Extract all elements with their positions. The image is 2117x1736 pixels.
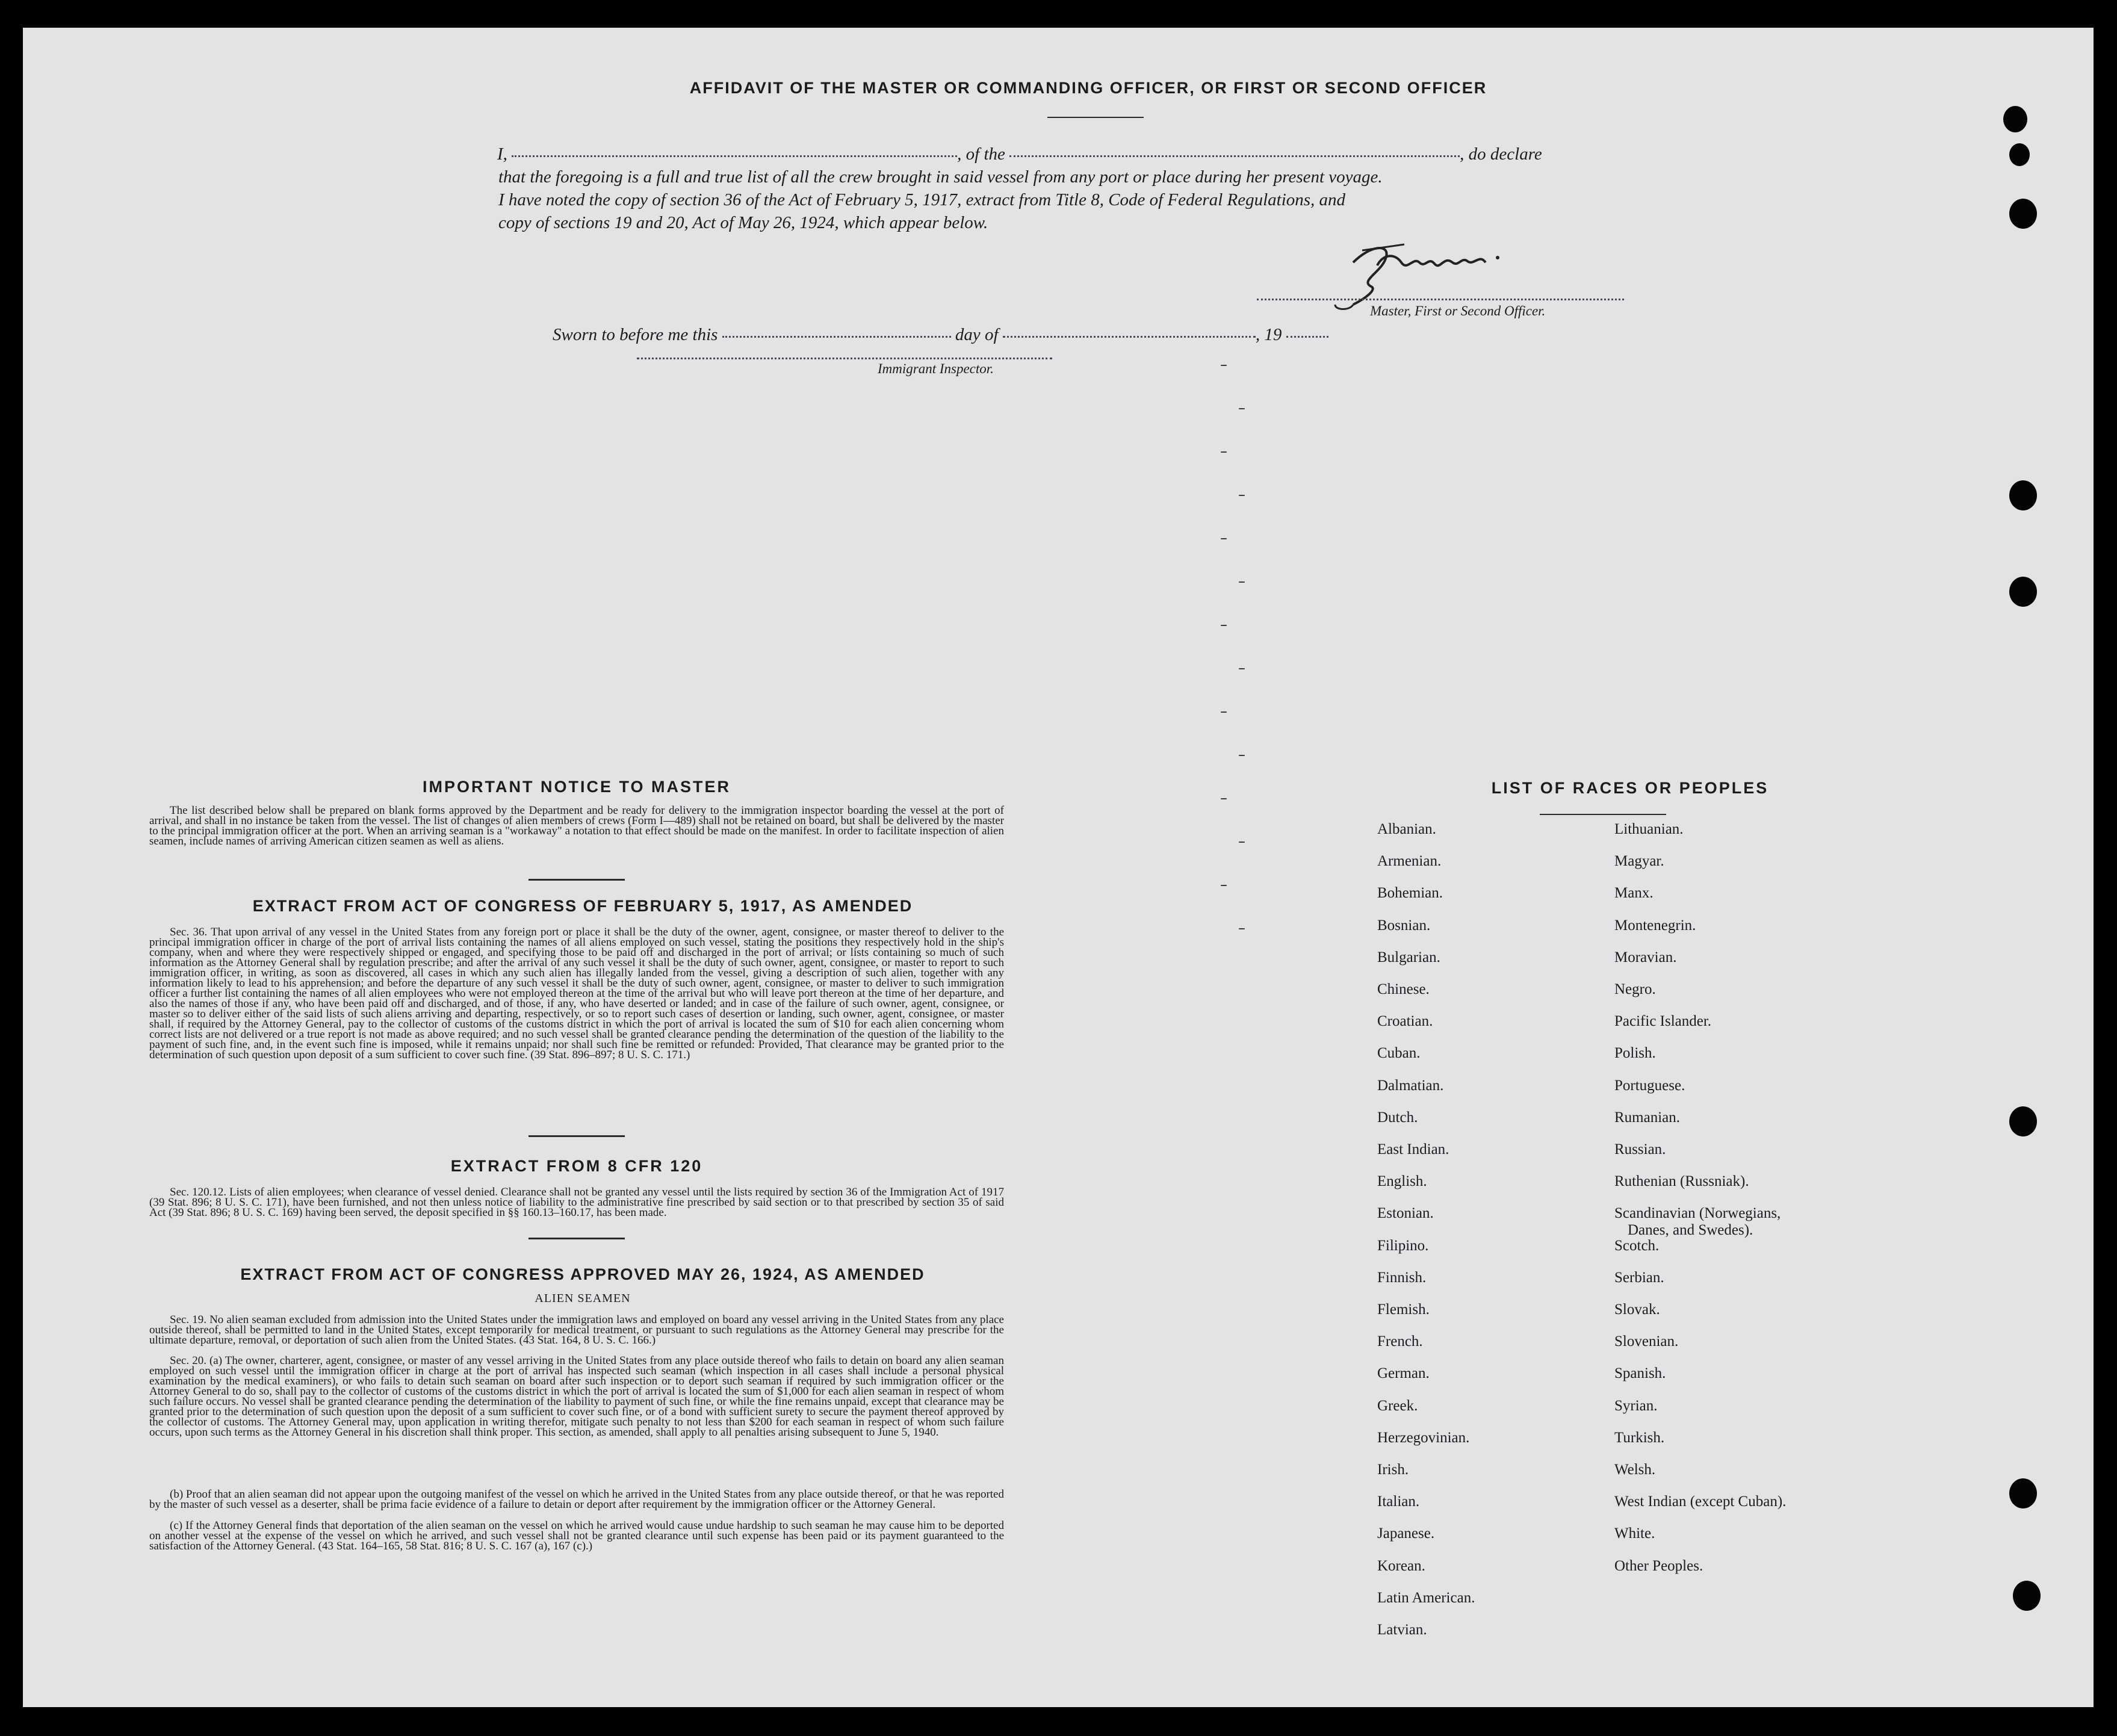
race-item: Croatian. bbox=[1377, 1013, 1433, 1030]
sworn-day-blank[interactable] bbox=[722, 336, 951, 338]
tick-mark bbox=[1221, 711, 1227, 713]
extract-1924-title: EXTRACT FROM ACT OF CONGRESS APPROVED MAY 26, 1924, AS AMENDED bbox=[240, 1265, 925, 1283]
extract-1917-divider bbox=[528, 1135, 625, 1137]
tick-mark bbox=[1239, 408, 1245, 409]
race-item: Korean. bbox=[1377, 1557, 1425, 1574]
punch-hole bbox=[2009, 577, 2037, 607]
extract-1924-sec20a: Sec. 20. (a) The owner, charterer, agent, consignee, or master of any vessel arriving in the United States from any place outside thereof who fails to detain on board any alien seaman employed on such vessel until the immigration officer in charge at the port of arrival has inspected such seaman (which inspection in all cases shall include a personal physical examination by the medical examiners), or who fails to detain such seaman on board after such inspection or to deport such seaman if required by such immigration officer or the Attorney General to do so, shall pay to the collector of customs of the customs district in which the port of arrival is located the sum of $1,000 for each alien seaman in respect of whom such failure occurs. No vessel shall be granted clearance pending the determination of the liability to payment of such fine, or while the fine remains unpaid, except that clearance may be granted prior to the determination of such question upon the deposit of a sum sufficient to cover such fine, or of a bond with sufficient surety to secure the payment thereof approved by the collector of customs. The Attorney General may, upon application in writing therefor, mitigate such penalty to not less than $200 for each seaman in respect of whom such failure occurs, upon such terms as the Attorney General in his discretion shall think proper. This section, as amended, shall apply to all penalties arising subsequent to June 5, 1940. bbox=[149, 1354, 1004, 1439]
notice-body: The list described below shall be prepared on blank forms approved by the Department and be ready for delivery to the immigration inspector boarding the vessel at the port of arrival, and shall in no instance be taken from the vessel. The list of changes of alien members of crews (Form I—489) shall not be retained on board, but shall be delivered by the master to the principal immigration officer at the port. When an arriving seaman is a "workaway" a notation to that effect should be made on the manifest. In order to facilitate inspection of alien seamen, include names of arriving American citizen seamen as well as aliens. bbox=[149, 804, 1004, 848]
race-item: Serbian. bbox=[1614, 1269, 1664, 1286]
affidavit-title: AFFIDAVIT OF THE MASTER OR COMMANDING OFFICER, OR FIRST OR SECOND OFFICER bbox=[689, 79, 1487, 97]
declare-of-the: , of the bbox=[957, 144, 1005, 164]
race-item: Finnish. bbox=[1377, 1269, 1427, 1286]
race-item: Italian. bbox=[1377, 1493, 1420, 1510]
race-item: Greek. bbox=[1377, 1397, 1418, 1414]
race-item: Spanish. bbox=[1614, 1365, 1666, 1382]
race-item: West Indian (except Cuban). bbox=[1614, 1493, 1787, 1510]
race-item: East Indian. bbox=[1377, 1141, 1449, 1158]
declaration-line-2: that the foregoing is a full and true list of all the crew brought in said vessel from any port or place during her present voyage. bbox=[498, 167, 1383, 187]
punch-hole bbox=[2009, 199, 2037, 229]
master-signature-line bbox=[1257, 299, 1624, 300]
sworn-day-of: day of bbox=[955, 325, 999, 344]
declare-do-declare: , do declare bbox=[1460, 144, 1542, 164]
sworn-month-blank[interactable] bbox=[1003, 336, 1256, 338]
race-item: Rumanian. bbox=[1614, 1109, 1681, 1126]
race-item: Slovak. bbox=[1614, 1301, 1660, 1318]
race-item: Danes, and Swedes). bbox=[1628, 1222, 1753, 1239]
race-item: Slovenian. bbox=[1614, 1333, 1679, 1350]
master-caption: Master, First or Second Officer. bbox=[1370, 303, 1546, 318]
punch-hole bbox=[2013, 1581, 2041, 1611]
races-title: LIST OF RACES OR PEOPLES bbox=[1491, 779, 1769, 797]
race-item: Lithuanian. bbox=[1614, 821, 1684, 837]
extract-cfr-body: Sec. 120.12. Lists of alien employees; when clearance of vessel denied. Clearance shall not be granted any vessel until the lists required by section 36 of the Immigration Act of 1917 (39 Stat. 896; 8 U. S. C. 171), have been furnished, and not then unless notice of liability to the administrative fine prescribed by said section or to that prescribed by section 35 of said Act (39 Stat. 896; 8 U. S. C. 169) having been served, the deposit specified in §§ 160.13–160.17, has been made. bbox=[149, 1186, 1004, 1219]
tick-mark bbox=[1221, 625, 1227, 626]
extract-1917-body: Sec. 36. That upon arrival of any vessel in the United States from any foreign port or place it shall be the duty of the owner, agent, consignee, or master thereof to deliver to the principal immigration officer in charge of the port of arrival lists containing the names of all aliens employed on such vessel, stating the positions they respectively hold in the ship's company, when and where they were respectively shipped or engaged, and specifying those to be paid off and discharged in the port of arrival; or lists containing so much of such information as the Attorney General shall by regulation prescribe; and after the arrival of any such vessel it shall be the duty of such owner, agent, consignee, or master to report to such immigration officer, in writing, as soon as discovered, all cases in which any such alien has illegally landed from the vessel, giving a description of such alien, together with any information likely to lead to his apprehension; and before the departure of any such vessel it shall be the duty of such owner, agent, consignee, or master to deliver to such immigration officer a further list containing the names of all alien employees who were not employed thereon at the time of the arrival but who will leave port thereon at the time of her departure, and also the names of those if any, who have been paid off and discharged, and of those, if any, who have deserted or landed; and in case of the failure of such owner, agent, consignee, or master so to deliver either of the said lists of such aliens arriving and departing, respectively, or so to report such cases of desertion or landing, such owner, agent, consignee, or master shall, if required by the Attorney General, pay to the collector of customs of the customs district in which the port of arrival is located the sum of $10 for each alien concerning whom correct lists are not delivered or a true report is not made as above required; and no such vessel shall be granted clearance pending the determination of the question of the liability to the payment of such fine, and, in the event such fine is imposed, while it remains unpaid; nor shall such fine be remitted or refunded: Provided, That clearance may be granted prior to the determination of such question upon deposit of a sum sufficient to cover such fine. (39 Stat. 896–897; 8 U. S. C. 171.) bbox=[149, 926, 1004, 1061]
race-item: Japanese. bbox=[1377, 1525, 1435, 1542]
race-item: Moravian. bbox=[1614, 949, 1677, 966]
race-item: Turkish. bbox=[1614, 1429, 1665, 1446]
race-item: Bohemian. bbox=[1377, 885, 1443, 902]
tick-mark bbox=[1221, 365, 1227, 366]
race-item: Portuguese. bbox=[1614, 1077, 1685, 1094]
race-item: Flemish. bbox=[1377, 1301, 1430, 1318]
race-item: French. bbox=[1377, 1333, 1423, 1350]
race-item: Estonian. bbox=[1377, 1205, 1434, 1222]
race-item: Scandinavian (Norwegians, bbox=[1614, 1205, 1781, 1222]
races-title-underline bbox=[1540, 814, 1666, 815]
race-item: Herzegovinian. bbox=[1377, 1429, 1470, 1446]
race-item: German. bbox=[1377, 1365, 1430, 1382]
tick-mark bbox=[1239, 581, 1245, 583]
punch-hole bbox=[2009, 480, 2037, 510]
master-name-blank[interactable] bbox=[512, 155, 957, 157]
race-item: White. bbox=[1614, 1525, 1655, 1542]
sworn-year: , 19 bbox=[1255, 325, 1282, 344]
race-item: Latin American. bbox=[1377, 1589, 1475, 1606]
punch-hole bbox=[2009, 143, 2030, 166]
race-item: Russian. bbox=[1614, 1141, 1666, 1158]
tick-mark bbox=[1239, 928, 1245, 929]
race-item: Pacific Islander. bbox=[1614, 1013, 1712, 1030]
punch-hole bbox=[2009, 1106, 2037, 1136]
race-item: Other Peoples. bbox=[1614, 1557, 1703, 1574]
race-item: Negro. bbox=[1614, 981, 1656, 997]
race-item: Cuban. bbox=[1377, 1045, 1421, 1062]
race-item: Latvian. bbox=[1377, 1622, 1427, 1638]
extract-1924-sec19: Sec. 19. No alien seaman excluded from admission into the United States under the immigration laws and employed on board any vessel arriving in the United States from any place outside thereof, shall be permitted to land in the United States, except temporarily for medical treatment, or pursuant to such regulations as the Attorney General may prescribe for the ultimate departure, removal, or deportation of such alien from the United States. (43 Stat. 164, 8 U. S. C. 166.) bbox=[149, 1313, 1004, 1347]
punch-hole bbox=[2003, 106, 2027, 132]
inspector-caption: Immigrant Inspector. bbox=[878, 361, 994, 376]
extract-cfr-divider bbox=[528, 1238, 625, 1239]
inspector-signature-line bbox=[637, 358, 1052, 359]
sworn-prefix: Sworn to before me this bbox=[553, 325, 718, 344]
race-item: Dalmatian. bbox=[1377, 1077, 1444, 1094]
extract-1924-sec20c: (c) If the Attorney General finds that deportation of the alien seaman on the vessel on which he arrived would cause undue hardship to such seaman he may cause him to be deported on another vessel at the expense of the vessel on which he arrived, and such vessel shall not be granted clearance until such expense has been paid or its payment guaranteed to the satisfaction of the Attorney General. (43 Stat. 164–165, 58 Stat. 816; 8 U. S. C. 167 (a), 167 (c).) bbox=[149, 1519, 1004, 1552]
race-item: Albanian. bbox=[1377, 821, 1436, 837]
race-item: Dutch. bbox=[1377, 1109, 1418, 1126]
tick-mark bbox=[1221, 798, 1227, 799]
race-item: Filipino. bbox=[1377, 1237, 1429, 1254]
race-item: Scotch. bbox=[1614, 1237, 1660, 1254]
tick-mark bbox=[1221, 885, 1227, 886]
race-item: Armenian. bbox=[1377, 853, 1442, 870]
document-sheet bbox=[23, 28, 2094, 1707]
sworn-year-blank[interactable] bbox=[1286, 336, 1328, 338]
race-item: Bulgarian. bbox=[1377, 949, 1440, 966]
race-item: English. bbox=[1377, 1173, 1427, 1190]
title-underline bbox=[1047, 117, 1144, 118]
vessel-name-blank[interactable] bbox=[1009, 155, 1460, 157]
race-item: Montenegrin. bbox=[1614, 917, 1696, 934]
punch-hole bbox=[2009, 1478, 2037, 1508]
extract-1917-title: EXTRACT FROM ACT OF CONGRESS OF FEBRUARY 5, 1917, AS AMENDED bbox=[252, 897, 913, 915]
master-signature bbox=[1317, 220, 1588, 311]
sworn-line bbox=[553, 325, 1395, 345]
extract-1924-sec20b: (b) Proof that an alien seaman did not appear upon the outgoing manifest of the vessel on which he arrived in the United States from any place outside thereof, or that he was reported by the master of such vessel as a deserter, shall be prima facie evidence of a failure to detain or deport after requirement by the immigration officer or the Attorney General. bbox=[149, 1488, 1004, 1511]
race-item: Welsh. bbox=[1614, 1462, 1656, 1478]
race-item: Irish. bbox=[1377, 1462, 1409, 1478]
tick-mark bbox=[1239, 495, 1245, 496]
race-item: Polish. bbox=[1614, 1045, 1656, 1062]
notice-divider bbox=[528, 879, 625, 881]
race-item: Manx. bbox=[1614, 885, 1654, 902]
tick-mark bbox=[1239, 755, 1245, 756]
extract-cfr-title: EXTRACT FROM 8 CFR 120 bbox=[450, 1157, 703, 1175]
tick-mark bbox=[1221, 451, 1227, 453]
tick-mark bbox=[1239, 842, 1245, 843]
tick-mark bbox=[1239, 668, 1245, 669]
notice-title: IMPORTANT NOTICE TO MASTER bbox=[423, 778, 731, 796]
declaration-line-3: I have noted the copy of section 36 of the Act of February 5, 1917, extract from Title 8, Code of Federal Regulations, and bbox=[498, 190, 1346, 209]
race-item: Chinese. bbox=[1377, 981, 1430, 997]
extract-1924-subtitle: ALIEN SEAMEN bbox=[535, 1292, 631, 1305]
race-item: Ruthenian (Russniak). bbox=[1614, 1173, 1749, 1190]
race-item: Syrian. bbox=[1614, 1397, 1658, 1414]
declaration-line-1 bbox=[497, 144, 1677, 164]
race-item: Bosnian. bbox=[1377, 917, 1431, 934]
tick-mark bbox=[1221, 538, 1227, 539]
declare-i: I, bbox=[497, 144, 507, 164]
declaration-line-4: copy of sections 19 and 20, Act of May 26, 1924, which appear below. bbox=[498, 213, 988, 232]
race-item: Magyar. bbox=[1614, 853, 1664, 870]
